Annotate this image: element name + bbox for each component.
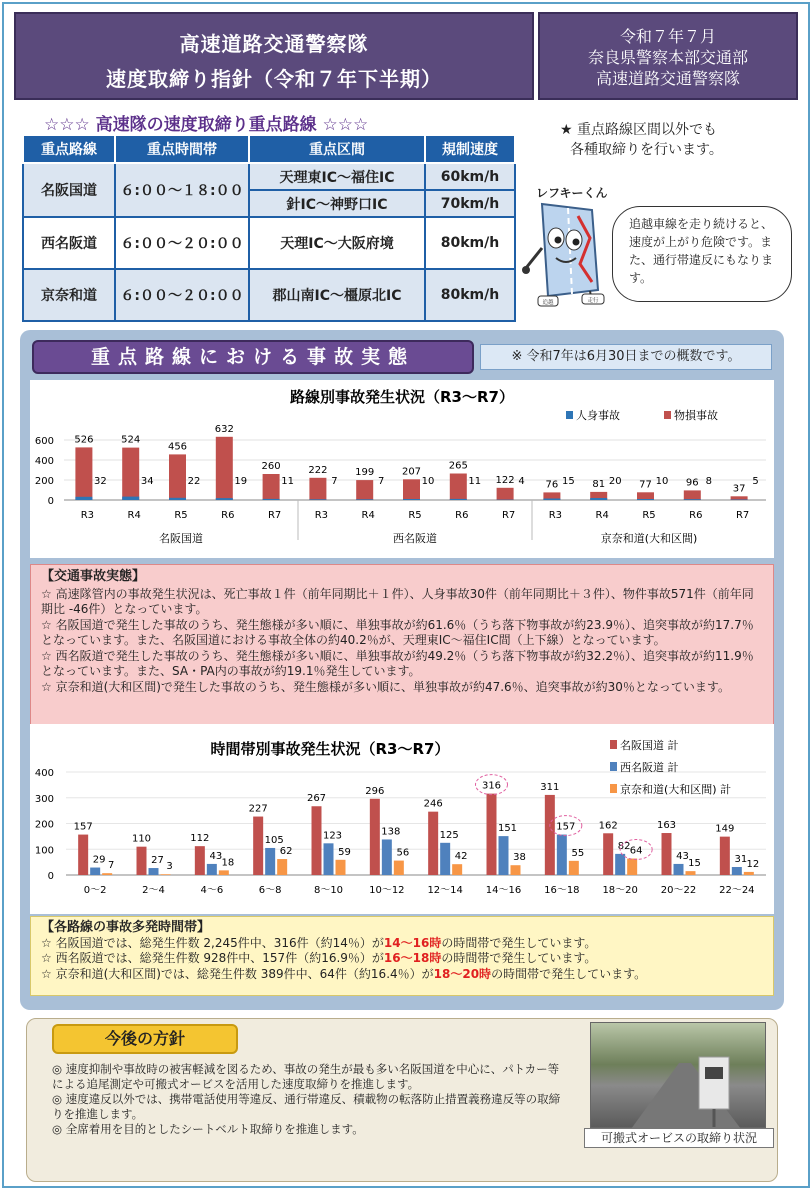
chart1-bar-damage <box>403 479 420 500</box>
side-note-line1: ★ 重点路線区間以外でも <box>560 122 718 138</box>
chart1-label-injury: 8 <box>705 476 712 487</box>
hours-item-text: の時間帯で発生しています。 <box>491 966 647 981</box>
chart1-label-damage: 81 <box>592 478 606 490</box>
facts-item: ☆ 西名阪道で発生した事故のうち、発生態様が多い順に、単独事故が約49.2％（うち落下物事故が約32.2％）、追突事故が約11.9％となっています。また、SA・PA内の事故が約19.1％発生しています。 <box>41 648 754 678</box>
speech-bubble: 追越車線を走り続けると、速度が上がり危険です。また、通行帯違反にもなります。 <box>612 206 792 302</box>
chart2-bar-label: 18 <box>221 857 235 869</box>
policy-title: 今後の方針 <box>52 1024 238 1054</box>
chart2-ytick: 300 <box>34 793 54 805</box>
chart1-bar-damage <box>356 480 373 500</box>
chart1-label-damage: 122 <box>495 474 515 486</box>
speed-cell: 80km/h <box>425 269 515 321</box>
header-org1: 奈良県警察本部交通部 <box>587 48 748 67</box>
chart2-bar <box>674 864 684 875</box>
chart2-bar <box>686 871 696 875</box>
chart2-bar-label: 56 <box>396 847 410 859</box>
chart1-label-damage: 632 <box>214 423 234 435</box>
chart2-bar <box>370 799 380 875</box>
chart1-bar-damage <box>169 454 186 500</box>
chart2-bar <box>102 873 112 875</box>
time-cell: ６:００～２０:００ <box>115 269 249 321</box>
facts-item: ☆ 名阪国道で発生した事故のうち、発生態様が多い順に、単独事故が約61.6％（うち落下物事故が約23.9％）、追突事故が約17.7％となっています。また、名阪国道における事故全体の約40.2％が、天理東IC～福住IC間（上下線）となっています。 <box>41 617 754 647</box>
chart1-bar-injury <box>356 499 373 500</box>
chart2-bar <box>428 812 438 875</box>
chart1-label-injury: 15 <box>562 476 575 487</box>
hours-item <box>41 967 763 983</box>
chart2-bar-label: 29 <box>92 854 106 866</box>
chart1-xtick: R4 <box>361 510 375 521</box>
chart2-bar <box>557 835 567 875</box>
routes-table <box>22 134 516 322</box>
chart1-xtick: R7 <box>501 510 516 521</box>
chart2-xtick: 14～16 <box>485 885 522 896</box>
chart2-xtick: 0～2 <box>83 885 107 896</box>
chart1-label-injury: 4 <box>518 476 525 487</box>
chart1-bar-injury <box>731 500 748 501</box>
section-cell: 天理東IC～福住IC <box>249 163 425 190</box>
chart2-bar-label: 151 <box>497 823 518 835</box>
accidents-title: 重点路線における事故実態 <box>32 340 474 374</box>
chart2-bar-label: 246 <box>423 798 443 810</box>
chart1-label-injury: 5 <box>752 476 759 487</box>
chart2-ytick: 0 <box>47 871 54 882</box>
chart1-title: 路線別事故発生状況（R3～R7） <box>290 388 514 406</box>
hours-item-highlight: 14～16時 <box>383 935 442 950</box>
orbis-photo <box>590 1022 766 1128</box>
chart2-bar-label: 12 <box>746 858 760 870</box>
chart1-ytick: 0 <box>47 496 54 507</box>
route-chart-box <box>30 380 774 558</box>
chart2-bar <box>277 859 287 875</box>
chart1-label-injury: 34 <box>140 476 154 487</box>
chart2-bar <box>615 854 625 875</box>
chart2-ytick: 200 <box>34 819 54 831</box>
chart1-bar-damage <box>309 478 326 500</box>
chart1-bar-injury <box>309 499 326 500</box>
routes-title: ☆☆☆ 高速隊の速度取締り重点路線 ☆☆☆ <box>44 115 369 135</box>
chart1-label-damage: 526 <box>74 434 94 446</box>
chart1-bar-injury <box>122 497 139 500</box>
hour-accident-chart <box>30 724 774 914</box>
chart2-bar <box>569 861 579 875</box>
chart1-label-damage: 76 <box>545 479 559 491</box>
speed-cell: 70km/h <box>425 190 515 217</box>
chart1-xtick: R7 <box>267 510 282 521</box>
hours-item-text: の時間帯で発生しています。 <box>441 935 597 950</box>
section-cell: 天理IC～大阪府境 <box>249 217 425 269</box>
orbis-camera-icon <box>591 1023 767 1129</box>
chart1-label-damage: 199 <box>355 467 375 479</box>
chart2-legend-swatch <box>610 784 617 793</box>
chart2-bar <box>452 864 462 875</box>
section-cell: 郡山南IC～橿原北IC <box>249 269 425 321</box>
chart2-bar-label: 316 <box>481 780 502 792</box>
chart2-bar-label: 59 <box>338 846 351 858</box>
hours-item <box>41 936 763 952</box>
chart1-bar-damage <box>497 488 514 500</box>
chart1-label-damage: 77 <box>639 479 652 491</box>
chart1-bar-injury <box>75 497 92 500</box>
route-cell: 名阪国道 <box>23 163 115 217</box>
th-route: 重点路線 <box>23 135 115 163</box>
section-cell: 針IC～神野口IC <box>249 190 425 217</box>
chart1-group-label: 名阪国道 <box>159 532 203 545</box>
chart2-bar-label: 296 <box>365 785 385 797</box>
chart2-bar-label: 110 <box>131 833 152 845</box>
chart1-bar-damage <box>731 496 748 500</box>
header-title-line1: 高速道路交通警察隊 <box>179 32 369 56</box>
chart2-xtick: 16～18 <box>544 885 580 896</box>
chart1-label-damage: 37 <box>732 483 746 495</box>
chart2-bar-label: 157 <box>73 821 93 833</box>
chart1-xtick: R3 <box>314 510 329 521</box>
chart2-bar-label: 3 <box>166 861 173 873</box>
facts-item: ☆ 京奈和道(大和区間)で発生した事故のうち、発生態様が多い順に、単独事故が約47.6％、追突事故が約30％となっています。 <box>41 679 730 694</box>
header-org2: 高速道路交通警察隊 <box>595 69 740 88</box>
chart2-bar-label: 15 <box>688 858 701 870</box>
hours-item-highlight: 18～20時 <box>433 966 492 981</box>
chart1-xtick: R5 <box>174 510 188 521</box>
chart2-bar <box>207 864 217 875</box>
facts-box <box>30 564 774 746</box>
th-time: 重点時間帯 <box>115 135 249 163</box>
chart1-label-injury: 11 <box>281 476 294 487</box>
chart2-bar <box>603 833 613 875</box>
chart2-bar-label: 42 <box>454 851 468 863</box>
chart2-bar <box>137 847 147 875</box>
route-accident-chart <box>30 380 774 558</box>
chart1-label-damage: 207 <box>401 466 422 478</box>
policy-item: ◎ 速度抑制や事故時の被害軽減を図るため、事故の発生が最も多い名阪国道を中心に、パトカー等による追尾測定や可搬式オービスを活用した速度取締りを推進します。 <box>52 1062 560 1091</box>
chart2-bar <box>662 833 672 875</box>
chart1-label-injury: 20 <box>608 476 622 487</box>
chart1-ytick: 400 <box>34 456 54 467</box>
chart1-xtick: R4 <box>127 510 141 521</box>
chart2-bar <box>744 872 754 875</box>
hours-title: 【各路線の事故多発時間帯】 <box>41 920 211 935</box>
chart2-legend-label: 京奈和道(大和区間) 計 <box>620 783 732 796</box>
mascot-sign-1: 追越 <box>542 300 554 306</box>
chart2-xtick: 8～10 <box>313 885 344 896</box>
chart2-bar-label: 157 <box>556 821 576 833</box>
chart2-bar-label: 227 <box>248 803 268 815</box>
chart1-group-label: 京奈和道(大和区間) <box>600 532 698 545</box>
chart2-bar-label: 138 <box>381 826 401 838</box>
chart2-bar-label: 163 <box>656 820 677 832</box>
chart1-bar-injury <box>684 499 701 500</box>
policy-item: ◎ 速度違反以外では、携帯電話使用等違反、通行帯違反、積載物の転落防止措置義務違反等の取締りを推進します。 <box>52 1092 561 1121</box>
chart1-label-injury: 32 <box>94 476 107 487</box>
header-date: 令和７年７月 <box>619 27 716 46</box>
header-title-line2: 速度取締り指針（令和７年下半期） <box>106 67 442 91</box>
chart2-bar-label: 27 <box>151 855 164 867</box>
chart1-label-damage: 524 <box>121 434 141 446</box>
chart2-xtick: 4～6 <box>200 885 224 896</box>
time-cell: ６:００～１８:００ <box>115 163 249 217</box>
route-cell: 京奈和道 <box>23 269 115 321</box>
chart2-legend-swatch <box>610 740 617 749</box>
th-speed: 規制速度 <box>425 135 515 163</box>
chart2-bar <box>149 868 159 875</box>
chart1-legend-label: 物損事故 <box>674 409 718 422</box>
chart1-label-damage: 260 <box>261 461 281 472</box>
chart1-ytick: 600 <box>34 436 54 447</box>
mascot-name: レフキーくん <box>536 186 608 200</box>
hours-box <box>30 916 774 996</box>
side-note <box>560 120 723 160</box>
chart1-xtick: R5 <box>408 510 422 521</box>
chart2-legend-label: 西名阪道 計 <box>620 761 679 774</box>
chart2-xtick: 20～22 <box>660 885 697 896</box>
chart1-xtick: R3 <box>80 510 95 521</box>
chart2-bar <box>499 836 509 875</box>
chart2-xtick: 22～24 <box>719 885 755 896</box>
chart1-label-injury: 10 <box>421 476 435 487</box>
chart1-label-damage: 265 <box>448 460 468 472</box>
chart1-xtick: R6 <box>455 510 469 521</box>
chart2-bar <box>219 870 229 875</box>
chart2-bar-label: 64 <box>629 845 643 857</box>
chart1-xtick: R3 <box>548 510 563 521</box>
facts-item: ☆ 高速隊管内の事故発生状況は、死亡事故１件（前年同期比＋１件）、人身事故30件（前年同期比＋３件）、物件事故571件（前年同期比 -46件）となっています。 <box>41 586 754 616</box>
policy-list <box>52 1062 570 1137</box>
chart1-group-label: 西名阪道 <box>393 532 437 545</box>
chart1-bar-damage <box>450 474 467 501</box>
chart2-bar-label: 149 <box>715 823 735 835</box>
th-section: 重点区間 <box>249 135 425 163</box>
chart1-ytick: 200 <box>34 476 54 487</box>
chart2-ytick: 400 <box>34 768 54 779</box>
chart2-bar <box>78 835 88 875</box>
chart2-bar <box>312 806 322 875</box>
chart2-bar <box>382 839 392 875</box>
chart2-bar <box>487 794 497 875</box>
chart2-bar <box>161 874 171 875</box>
chart2-bar-label: 62 <box>279 846 293 858</box>
chart1-label-damage: 222 <box>308 464 328 476</box>
chart2-ytick: 100 <box>34 845 54 857</box>
chart2-bar-label: 267 <box>306 793 327 805</box>
chart1-label-injury: 7 <box>378 476 385 487</box>
hours-item-text: ☆ 名阪国道では、総発生件数 2,245件中、316件（約14％）が <box>41 935 384 950</box>
chart2-bar-label: 311 <box>540 781 560 793</box>
speed-cell: 60km/h <box>425 163 515 190</box>
side-note-line2: 各種取締りを行います。 <box>570 142 723 158</box>
chart2-bar <box>394 861 404 875</box>
chart1-label-damage: 456 <box>167 441 188 453</box>
chart1-bar-damage <box>263 474 280 500</box>
chart2-bar-label: 82 <box>617 840 631 852</box>
chart2-bar-label: 105 <box>264 834 284 846</box>
chart2-xtick: 6～8 <box>258 885 282 896</box>
chart1-bar-damage <box>637 492 654 500</box>
chart2-xtick: 12～14 <box>427 885 463 896</box>
chart1-label-injury: 11 <box>468 476 482 487</box>
chart1-bar-injury <box>543 499 560 501</box>
chart1-bar-injury <box>169 498 186 500</box>
chart2-bar-label: 55 <box>571 847 585 859</box>
chart1-bar-injury <box>450 499 467 500</box>
accidents-note: ※ 令和7年は6月30日までの概数です。 <box>480 344 772 370</box>
chart2-bar <box>253 817 263 875</box>
chart1-bar-damage <box>684 490 701 500</box>
chart1-xtick: R7 <box>735 510 750 521</box>
chart2-bar-label: 38 <box>513 852 526 864</box>
hours-item-highlight: 16～18時 <box>383 951 442 965</box>
time-cell: ６:００～２０:００ <box>115 217 249 269</box>
chart1-bar-damage <box>216 437 233 500</box>
hours-item <box>41 951 763 967</box>
hour-chart-box <box>30 724 774 914</box>
chart2-bar-label: 43 <box>209 850 223 862</box>
chart1-label-injury: 22 <box>187 476 201 487</box>
chart2-bar-label: 7 <box>107 860 115 872</box>
chart2-bar-label: 43 <box>676 850 689 862</box>
chart2-bar-label: 162 <box>598 820 618 832</box>
chart2-bar-label: 123 <box>322 830 343 842</box>
mascot-figure <box>520 198 610 308</box>
chart1-bar-damage <box>75 447 92 500</box>
chart1-bar-injury <box>590 498 607 500</box>
chart2-bar <box>732 867 742 875</box>
chart1-legend-swatch <box>566 411 573 419</box>
chart1-bar-injury <box>637 499 654 500</box>
speed-cell: 80km/h <box>425 217 515 269</box>
chart1-bar-injury <box>216 498 233 500</box>
mascot-sign-2: 走行 <box>587 298 599 304</box>
chart2-bar <box>511 865 521 875</box>
chart2-bar <box>440 843 450 875</box>
header-title-box <box>14 12 534 100</box>
chart2-bar-label: 31 <box>734 854 748 866</box>
header-org-box <box>538 12 798 100</box>
chart2-bar <box>265 848 275 875</box>
hours-item-text: ☆ 京奈和道(大和区間)では、総発生件数 389件中、64件（約16.4％）が <box>41 966 434 981</box>
chart1-xtick: R6 <box>689 510 703 521</box>
chart1-xtick: R5 <box>642 510 656 521</box>
chart1-bar-damage <box>122 448 139 500</box>
chart1-bar-injury <box>263 499 280 500</box>
chart2-xtick: 18～20 <box>602 885 638 896</box>
chart1-label-damage: 96 <box>685 477 699 489</box>
policy-item: ◎ 全席着用を目的としたシートベルト取締りを推進します。 <box>52 1122 364 1136</box>
photo-caption: 可搬式オービスの取締り状況 <box>584 1128 774 1148</box>
chart2-bar <box>627 859 637 875</box>
facts-title: 【交通事故実態】 <box>41 569 146 584</box>
chart1-xtick: R6 <box>221 510 235 521</box>
chart1-legend-swatch <box>664 411 671 419</box>
chart2-bar <box>336 860 346 875</box>
chart1-label-injury: 7 <box>331 476 338 487</box>
route-cell: 西名阪道 <box>23 217 115 269</box>
chart2-bar <box>90 868 100 875</box>
chart2-legend-swatch <box>610 762 617 771</box>
chart2-title: 時間帯別事故発生状況（R3～R7） <box>210 740 450 758</box>
chart2-bar <box>545 795 555 875</box>
chart1-bar-injury <box>403 499 420 500</box>
chart2-bar <box>195 846 205 875</box>
chart2-legend-label: 名阪国道 計 <box>620 739 679 752</box>
chart2-xtick: 10～12 <box>369 885 405 896</box>
chart1-label-injury: 19 <box>234 476 248 487</box>
chart1-legend-label: 人身事故 <box>576 409 620 422</box>
chart2-bar-label: 112 <box>190 833 210 845</box>
chart2-bar-label: 125 <box>439 829 459 841</box>
hours-item-text: ☆ 西名阪道では、総発生件数 928件中、157件（約16.9％）が <box>41 951 384 965</box>
chart1-label-injury: 10 <box>655 476 669 487</box>
chart1-xtick: R4 <box>595 510 609 521</box>
chart2-bar <box>324 843 334 875</box>
chart2-bar <box>720 837 730 875</box>
hours-item-text: の時間帯で発生しています。 <box>441 951 597 965</box>
chart2-xtick: 2～4 <box>142 885 165 896</box>
